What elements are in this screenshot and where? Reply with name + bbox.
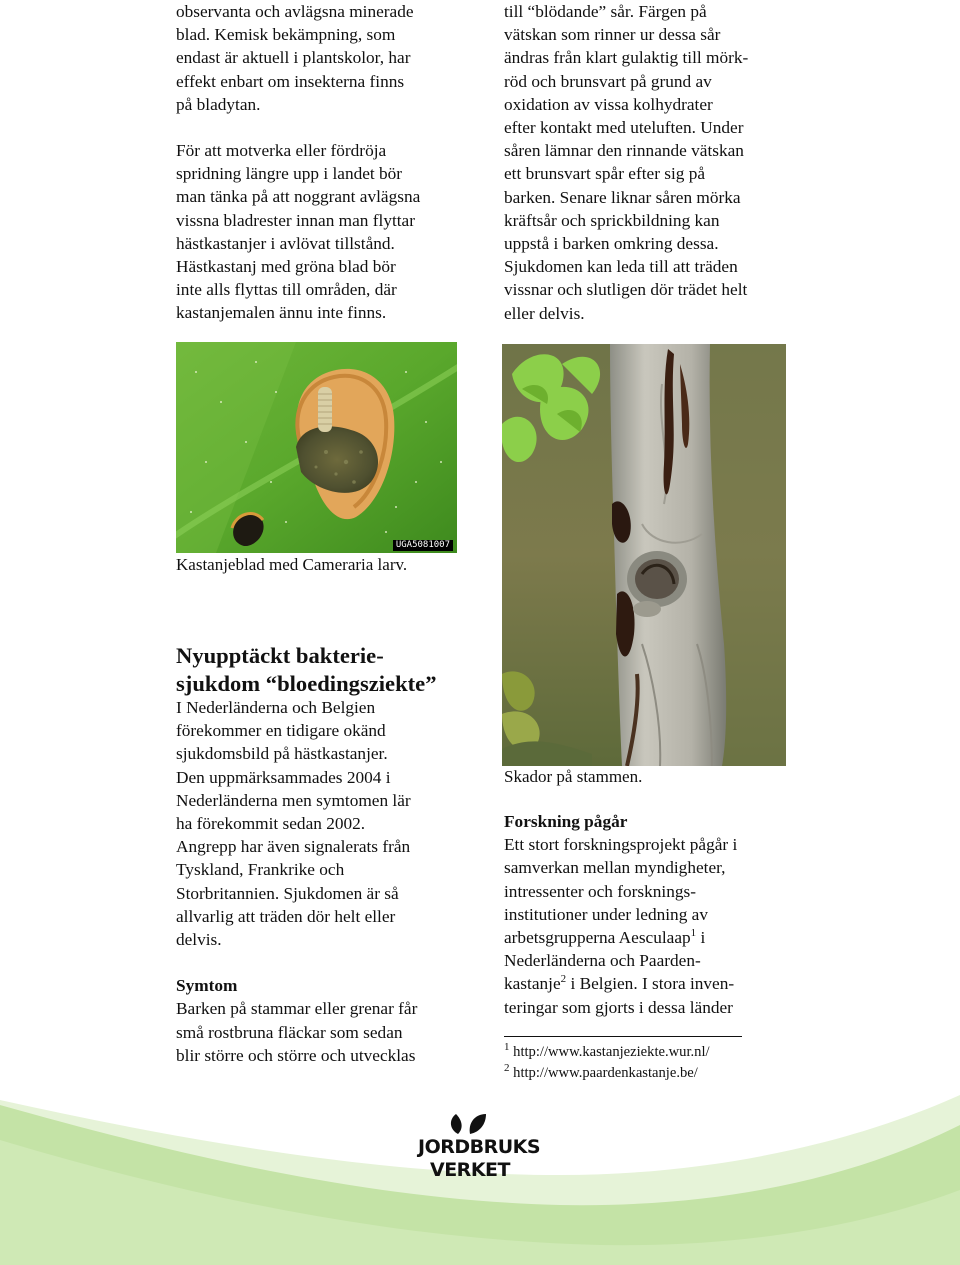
text-line: inte alls flyttas till områden, där: [176, 280, 397, 300]
text-line: Tyskland, Frankrike och: [176, 860, 345, 880]
logo-line: JORDBRUKS: [418, 1136, 541, 1158]
text-line: Nederländerna men symtomen lär: [176, 790, 411, 810]
text-line: Ett stort forskningsprojekt pågår i: [504, 835, 738, 855]
paragraph-gap: [176, 951, 466, 974]
text-line: intressenter och forsknings-: [504, 881, 696, 901]
left-body-text: [176, 696, 466, 1067]
text-line: ändras från klart gulaktig till mörk-: [504, 48, 749, 68]
text-line: oxidation av vissa kolhydrater: [504, 94, 713, 114]
photo-id-stamp: UGA5081007: [393, 540, 453, 551]
right-body-text: [504, 810, 794, 1019]
text-line: uppstå i barken omkring dessa.: [504, 234, 719, 254]
text-line: sjukdomsbild på hästkastanjer.: [176, 744, 388, 764]
text-line: barken. Senare liknar såren mörka: [504, 187, 741, 207]
text-line: ett brunsvart spår efter sig på: [504, 164, 706, 184]
trunk-illustration: [502, 344, 786, 766]
text-line: vissnar och slutligen dör trädet helt: [504, 280, 748, 300]
footnotes: [504, 1042, 710, 1084]
text-line: man tänka på att noggrant avlägsna: [176, 187, 421, 207]
text-fragment: i Belgien. I stora inven-: [566, 974, 735, 994]
heading-line: sjukdom “bloedingsziekte”: [176, 671, 437, 696]
text-fragment: i: [696, 928, 706, 948]
text-line: Den uppmärksammades 2004 i: [176, 767, 391, 787]
leaf-miner-photo: [176, 342, 457, 553]
text-line: I Nederländerna och Belgien: [176, 698, 376, 717]
text-line: på bladytan.: [176, 94, 261, 114]
text-line: vissna bladrester innan man flyttar: [176, 210, 415, 230]
text-line: samverkan mellan myndigheter,: [504, 858, 726, 878]
text-line: till “blödande” sår. Färgen på: [504, 2, 707, 21]
text-line: Storbritannien. Sjukdomen är så: [176, 883, 399, 903]
leaf-illustration: [176, 342, 457, 553]
text-line: Sjukdomen kan leda till att träden: [504, 257, 738, 277]
text-line: ha förekommit sedan 2002.: [176, 814, 366, 834]
text-line: eller delvis.: [504, 303, 585, 323]
top-right-text-column: [504, 0, 794, 325]
heading-line: Nyupptäckt bakterie-: [176, 643, 384, 668]
text-line: vätskan som rinner ur dessa sår: [504, 25, 721, 45]
text-line: förekommer en tidigare okänd: [176, 721, 386, 741]
logo-line: VERKET: [430, 1159, 510, 1181]
footnote-url: http://www.paardenkastanje.be/: [513, 1065, 698, 1081]
logo-wordmark: [418, 1136, 541, 1182]
text-line: röd och brunsvart på grund av: [504, 71, 712, 91]
text-line: [504, 926, 794, 949]
footnote-number: 1: [504, 1041, 510, 1054]
footnote-ref: 1: [690, 927, 697, 940]
text-line: För att motverka eller fördröja: [176, 141, 387, 161]
text-line: små rostbruna fläckar som sedan: [176, 1022, 403, 1042]
section-heading: [176, 642, 466, 698]
trunk-photo-caption: Skador på stammen.: [504, 767, 643, 786]
footnote-number: 2: [504, 1062, 510, 1075]
text-line: blir större och större och utvecklas: [176, 1045, 416, 1065]
text-line: hästkastanjer i avlövat tillstånd.: [176, 233, 395, 253]
text-line: spridning längre upp i landet bör: [176, 164, 403, 184]
research-heading: Forskning pågår: [504, 812, 628, 831]
footnote-url: http://www.kastanjeziekte.wur.nl/: [513, 1044, 710, 1060]
text-line: Angrepp har även signalerats från: [176, 837, 411, 857]
text-line: blad. Kemisk bekämpning, som: [176, 25, 396, 45]
footnote: [504, 1042, 710, 1063]
symptom-heading: Symtom: [176, 976, 238, 996]
leaf-photo-caption: Kastanjeblad med Cameraria larv.: [176, 555, 408, 574]
text-line: kastanjemalen ännu inte finns.: [176, 303, 387, 323]
text-line: allvarlig att träden dör helt eller: [176, 906, 396, 926]
text-line: såren lämnar den rinnande vätskan: [504, 141, 744, 161]
text-line: teringar som gjorts i dessa länder: [504, 997, 733, 1017]
text-line: effekt enbart om insekterna finns: [176, 71, 405, 91]
text-line: delvis.: [176, 930, 222, 950]
text-line: Hästkastanj med gröna blad bör: [176, 257, 396, 277]
text-line: kräftsår och sprickbildning kan: [504, 210, 720, 230]
text-line: Barken på stammar eller grenar får: [176, 999, 418, 1019]
text-line: endast är aktuell i plantskolor, har: [176, 48, 411, 68]
trunk-damage-photo: [502, 344, 786, 766]
text-line: observanta och avlägsna minerade: [176, 2, 414, 21]
text-line: [504, 972, 794, 995]
text-fragment: kastanje: [504, 974, 561, 994]
top-left-text-column: [176, 0, 461, 325]
text-line: Nederländerna och Paarden-: [504, 951, 701, 971]
footnote-ref: 2: [560, 973, 567, 986]
text-fragment: arbetsgrupperna Aesculaap: [504, 928, 691, 948]
text-line: efter kontakt med uteluften. Under: [504, 118, 744, 138]
text-line: institutioner under ledning av: [504, 904, 708, 924]
paragraph-gap: [176, 116, 461, 139]
footnote-divider: [504, 1036, 742, 1037]
